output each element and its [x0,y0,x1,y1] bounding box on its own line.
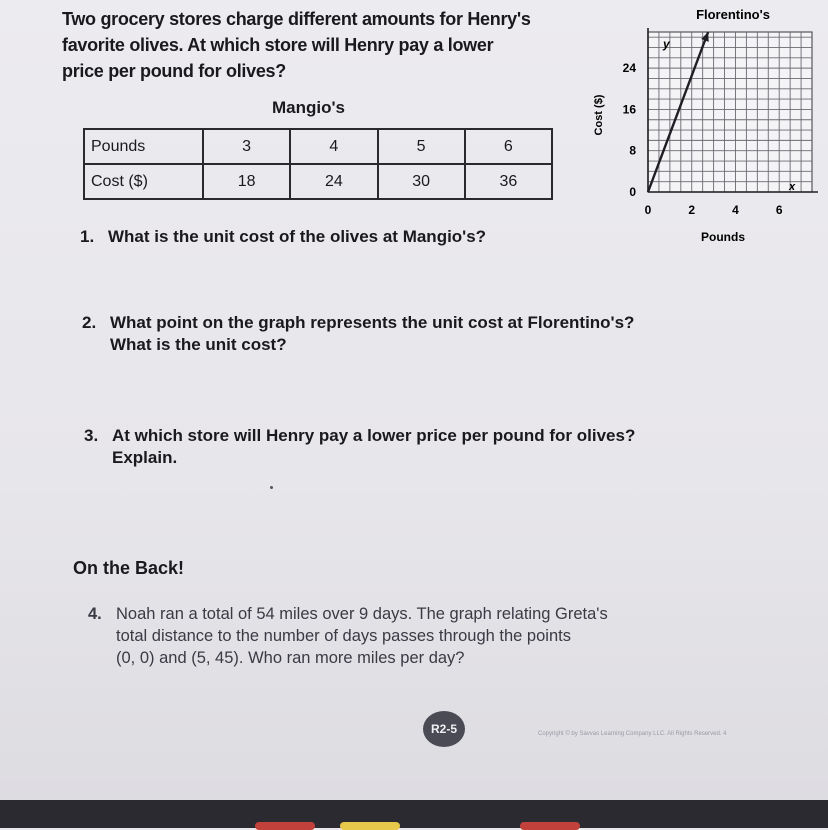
question-number: 4. [88,605,102,623]
lesson-badge: R2-5 [423,711,465,747]
dock-item [255,822,315,830]
y-tick-label: 16 [622,102,636,117]
screen-bottom-bar [0,800,828,828]
question-text: Noah ran a total of 54 miles over 9 days. The graph relating Greta's [116,605,608,623]
question-text: total distance to the number of days passes through the points [116,627,571,645]
grid-frame [648,32,812,192]
x-tick-label: 4 [732,203,739,217]
question-number: 1. [80,227,95,246]
dock-item [340,822,400,830]
x-tick-label: 0 [644,203,652,217]
question-number: 3. [84,426,99,445]
florentinos-graph [590,0,828,250]
question-text: (0, 0) and (5, 45). Who ran more miles per day? [116,649,465,667]
question-number: 2. [82,313,97,332]
dock-item [520,822,580,830]
table-cell: 5 [378,129,465,164]
table-cell: 18 [203,164,290,199]
table-cell: 4 [290,129,377,164]
stray-mark [270,486,273,489]
question-text: What point on the graph represents the unit cost at Florentino's? [110,313,635,332]
table-cell: 30 [378,164,465,199]
chart-title: Florentino's [696,7,770,22]
table-row [84,164,552,199]
question-3 [84,425,635,469]
table-cell: 36 [465,164,552,199]
copyright-notice: Copyright © by Savvas Learning Company LLC. All Rights Reserved. 4 [538,731,727,737]
table-cell: 24 [290,164,377,199]
question-text: What is the unit cost of the olives at Mangio's? [108,227,487,246]
table-title: Mangio's [272,98,345,117]
question-text: What is the unit cost? [110,335,287,354]
y-tick-label: 8 [629,143,636,158]
problem-intro: Two grocery stores charge different amounts for Henry's favorite olives. At which store will Henry pay a lower price per pound for olives? [62,9,531,81]
table-cell: 6 [465,129,552,164]
chart-grid [648,28,818,192]
y-axis-label: Cost ($) [593,94,605,136]
question-1 [80,226,486,248]
table-header-cost: Cost ($) [84,164,203,199]
question-text: At which store will Henry pay a lower price per pound for olives? [112,426,636,445]
x-tick-label: 2 [688,203,696,217]
x-axis-var: x [789,181,796,193]
question-4 [88,603,676,669]
y-tick-label: 0 [629,185,636,199]
question-text: Explain. [112,448,178,467]
x-axis-label: Pounds [701,230,745,244]
question-2 [82,312,634,356]
y-tick-label: 24 [622,61,636,76]
y-axis-var: y [663,37,670,51]
table-header-pounds: Pounds [84,129,203,164]
on-the-back-heading: On the Back! [73,558,185,578]
table-row [84,129,552,164]
x-tick-label: 6 [775,203,783,217]
table-cell: 3 [203,129,290,164]
mangios-table [83,128,553,200]
